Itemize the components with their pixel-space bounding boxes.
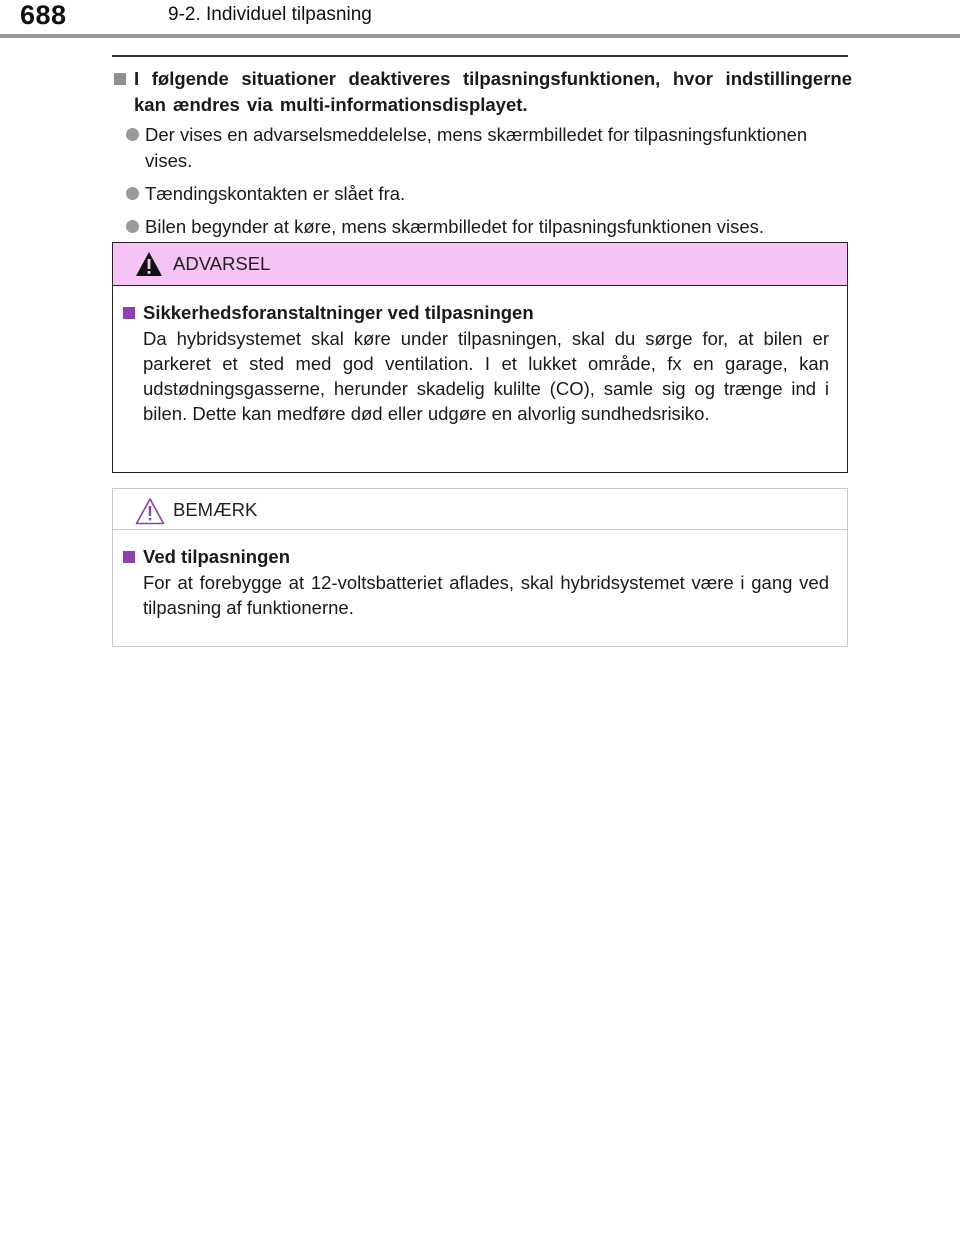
warning-header [113, 243, 847, 286]
list-item [126, 214, 852, 240]
main-heading [112, 66, 852, 118]
warning-label: ADVARSEL [173, 253, 271, 274]
warning-triangle-icon [135, 251, 163, 277]
notice-text: For at forebygge at 12-voltsbatteriet aflades, skal hybridsystemet være i gang ved tilpasning af funktionerne. [143, 572, 829, 618]
square-bullet-icon [123, 307, 135, 319]
list-item [126, 122, 852, 174]
warning-title-text: Sikkerhedsforanstaltninger ved tilpasningen [143, 302, 534, 323]
notice-triangle-icon [135, 497, 165, 525]
section-title: 9-2. Individuel tilpasning [168, 4, 372, 25]
content-rule [112, 55, 848, 57]
square-bullet-icon [123, 551, 135, 563]
circle-bullet-icon [126, 220, 139, 233]
circle-bullet-icon [126, 187, 139, 200]
notice-box [112, 488, 848, 647]
notice-body [113, 530, 847, 620]
notice-title [123, 544, 829, 570]
notice-header [113, 489, 847, 530]
header-rule [0, 34, 960, 38]
notice-label: BEMÆRK [173, 499, 258, 520]
bullet-list [112, 122, 852, 240]
warning-title [123, 300, 829, 326]
list-item-text: Tændingskontakten er slået fra. [145, 183, 406, 204]
warning-text: Da hybridsystemet skal køre under tilpasningen, skal du sørge for, at bilen er parkeret et sted med god ventilation. I et lukket område, fx en garage, kan udstødningsgasserne, herunder skadelig kulilte (CO), samle sig og trænge ind i bilen. Dette kan medføre død eller udgøre en alvorlig sundhedsrisiko. [143, 328, 829, 424]
circle-bullet-icon [126, 128, 139, 141]
list-item-text: Bilen begynder at køre, mens skærmbilledet for tilpasningsfunktionen vises. [145, 216, 765, 237]
notice-title-text: Ved tilpasningen [143, 546, 290, 567]
page-number: 688 [20, 0, 67, 30]
warning-body [113, 286, 847, 426]
list-item [126, 181, 852, 207]
main-section [112, 66, 852, 247]
list-item-text: Der vises en advarselsmeddelelse, mens skærmbilledet for tilpasningsfunktionen vises. [145, 124, 808, 171]
square-bullet-icon [114, 73, 126, 85]
main-heading-text: I følgende situationer deaktiveres tilpasningsfunktionen, hvor indstillingerne kan ændres via multi-informationsdisplayet. [134, 68, 852, 115]
warning-box [112, 242, 848, 473]
